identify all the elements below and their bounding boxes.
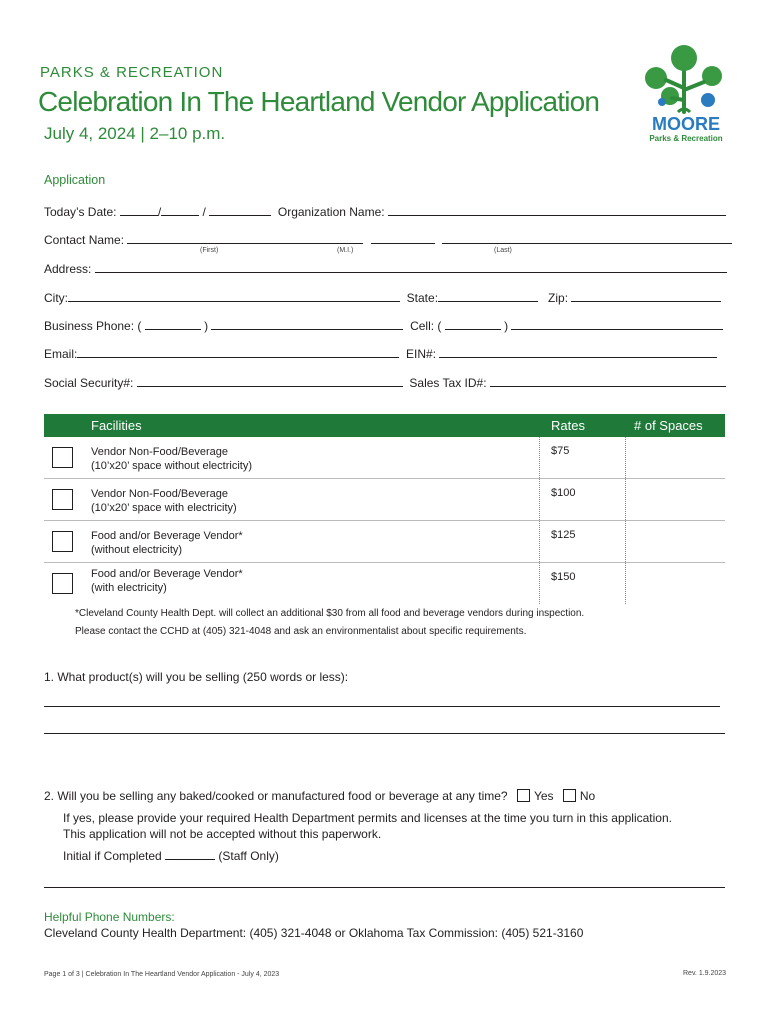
- yes-checkbox[interactable]: [517, 789, 530, 802]
- org-name-field[interactable]: [388, 204, 726, 216]
- business-phone-field[interactable]: [211, 318, 403, 330]
- facility-subtitle: (10’x20’ space with electricity): [91, 502, 237, 514]
- header-facilities: Facilities: [91, 418, 142, 433]
- zip-label: Zip:: [548, 291, 569, 305]
- zip-field[interactable]: [571, 290, 721, 302]
- facility-rate: $75: [551, 445, 570, 457]
- cell-area-code-field[interactable]: [445, 318, 501, 330]
- address-row: [44, 261, 727, 276]
- col-divider: [539, 479, 540, 520]
- initial-field[interactable]: [165, 848, 215, 860]
- no-checkbox[interactable]: [563, 789, 576, 802]
- footer-revision: Rev. 1.9.2023: [683, 970, 727, 977]
- facility-subtitle: (with electricity): [91, 582, 167, 594]
- facility-checkbox[interactable]: [52, 573, 73, 594]
- email-row: [44, 346, 717, 361]
- table-header: [44, 414, 725, 437]
- city-row: [44, 290, 721, 305]
- answer-line-2[interactable]: [44, 733, 725, 734]
- city-field[interactable]: [68, 290, 400, 302]
- date-day-field[interactable]: [161, 204, 199, 216]
- facility-title: Food and/or Beverage Vendor*: [91, 568, 243, 580]
- business-area-code-field[interactable]: [145, 318, 201, 330]
- no-label: No: [579, 789, 596, 803]
- facility-title: Food and/or Beverage Vendor*: [91, 530, 243, 542]
- sales-tax-field[interactable]: [490, 375, 726, 387]
- contact-name-label: Contact Name:: [44, 233, 125, 247]
- cell-field[interactable]: [511, 318, 723, 330]
- todays-date-label: Today’s Date:: [44, 205, 117, 219]
- contact-mi-field[interactable]: [371, 232, 435, 244]
- col-divider: [625, 521, 626, 562]
- contact-name-row: [44, 232, 732, 247]
- email-field[interactable]: [77, 346, 399, 358]
- section-kicker: PARKS & RECREATION: [40, 64, 224, 81]
- date-month-field[interactable]: [120, 204, 158, 216]
- staff-only-label: (Staff Only): [218, 849, 279, 863]
- address-label: Address:: [44, 262, 92, 276]
- facilities-table: [44, 414, 725, 604]
- ssn-field[interactable]: [137, 375, 403, 387]
- col-divider: [625, 437, 626, 478]
- business-phone-label: Business Phone: (: [44, 319, 142, 333]
- table-row: [44, 437, 725, 479]
- facility-checkbox[interactable]: [52, 447, 73, 468]
- facility-subtitle: (10’x20’ space without electricity): [91, 460, 252, 472]
- facility-rate: $125: [551, 529, 576, 541]
- footnote-fee: *Cleveland County Health Dept. will collect an additional $30 from all food and beverage vendors during inspection.: [75, 608, 585, 619]
- facility-desc: [91, 487, 237, 515]
- facility-title: Vendor Non-Food/Beverage: [91, 446, 228, 458]
- ssn-row: [44, 375, 726, 390]
- paren-close: ): [204, 319, 209, 333]
- org-name-label: Organization Name:: [277, 205, 385, 219]
- address-field[interactable]: [95, 261, 727, 273]
- facility-title: Vendor Non-Food/Beverage: [91, 488, 228, 500]
- answer-line-1[interactable]: [44, 706, 720, 707]
- table-row: [44, 521, 725, 563]
- todays-date-row: Today’s Date: / / Organization Name:: [44, 204, 726, 219]
- facility-rate: $150: [551, 571, 576, 583]
- paren-close: ): [504, 319, 509, 333]
- mi-caption: (M.I.): [337, 247, 354, 254]
- initial-label: Initial if Completed: [63, 849, 162, 863]
- city-label: City:: [44, 291, 68, 305]
- footer-page-info: Page 1 of 3 | Celebration In The Heartland Vendor Application - July 4, 2023: [44, 971, 280, 978]
- ein-label: EIN#:: [406, 347, 437, 361]
- phones-heading: Helpful Phone Numbers:: [44, 910, 175, 924]
- facility-desc: [91, 445, 252, 473]
- contact-first-field[interactable]: [127, 232, 363, 244]
- facility-desc: [91, 567, 243, 595]
- facility-subtitle: (without electricity): [91, 544, 183, 556]
- event-date: July 4, 2024 | 2–10 p.m.: [44, 124, 226, 143]
- logo-wordmark: MOORE: [651, 114, 721, 134]
- header-spaces: # of Spaces: [634, 418, 703, 433]
- question-2: 2. Will you be selling any baked/cooked or manufactured food or beverage at any time?: [44, 789, 508, 803]
- col-divider: [625, 479, 626, 520]
- logo-tagline: Parks & Recreation: [649, 134, 723, 143]
- initial-row: [63, 848, 279, 863]
- phones-text: Cleveland County Health Department: (405) 321-4048 or Oklahoma Tax Commission: (405) 521-3160: [44, 926, 584, 940]
- section-divider: [44, 887, 725, 888]
- col-divider: [539, 437, 540, 478]
- facility-checkbox[interactable]: [52, 531, 73, 552]
- table-row: [44, 563, 725, 604]
- facility-rate: $100: [551, 487, 576, 499]
- application-heading: Application: [44, 173, 106, 187]
- ssn-label: Social Security#:: [44, 376, 134, 390]
- contact-last-field[interactable]: [442, 232, 732, 244]
- yes-label: Yes: [533, 789, 554, 803]
- state-label: State:: [406, 291, 439, 305]
- header-rates: Rates: [551, 418, 585, 433]
- page-title: Celebration In The Heartland Vendor Application: [38, 86, 600, 117]
- facility-desc: [91, 529, 243, 557]
- col-divider: [625, 563, 626, 604]
- table-row: [44, 479, 725, 521]
- phone-row: [44, 318, 723, 333]
- last-caption: (Last): [494, 247, 512, 254]
- col-divider: [539, 521, 540, 562]
- date-year-field[interactable]: [209, 204, 271, 216]
- permit-note-1: If yes, please provide your required Health Department permits and licenses at the time you turn in this application.: [63, 811, 672, 825]
- facility-checkbox[interactable]: [52, 489, 73, 510]
- question-1: 1. What product(s) will you be selling (250 words or less):: [44, 670, 349, 684]
- question-2-row: [44, 789, 595, 803]
- cell-label: Cell: (: [410, 319, 442, 333]
- ein-field[interactable]: [439, 346, 717, 358]
- email-label: Email:: [44, 347, 78, 361]
- tree-logo-icon: [636, 40, 736, 150]
- permit-note-2: This application will not be accepted without this paperwork.: [63, 827, 382, 841]
- moore-parks-logo: [636, 40, 736, 150]
- footnote-contact: Please contact the CCHD at (405) 321-4048 and ask an environmentalist about specific requirements.: [75, 626, 527, 637]
- first-caption: (First): [200, 247, 219, 254]
- state-field[interactable]: [438, 290, 538, 302]
- sales-tax-label: Sales Tax ID#:: [409, 376, 487, 390]
- col-divider: [539, 563, 540, 604]
